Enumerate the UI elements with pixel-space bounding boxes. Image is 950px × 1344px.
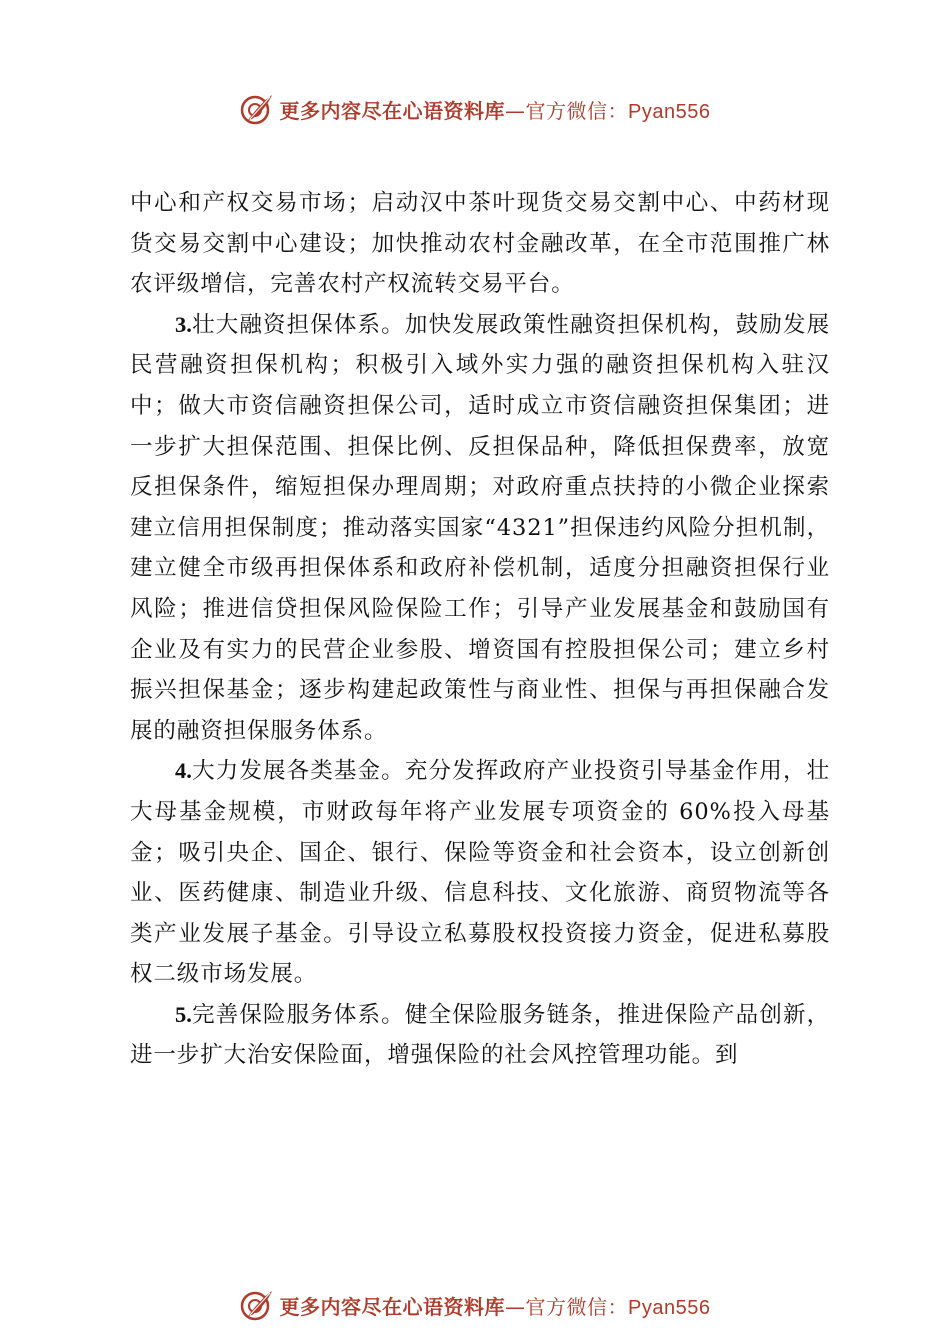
quill-logo-icon (240, 1288, 274, 1322)
item-number: 3. (175, 311, 192, 337)
header-watermark-text (280, 95, 711, 124)
item-number: 4. (175, 758, 192, 784)
paragraph-text: 壮大融资担保体系。加快发展政策性融资担保机构，鼓励发展民营融资担保机构；积极引入域外实力强的融资担保机构入驻汉中；做大市资信融资担保公司，适时成立市资信融资担保集团；进一步扩大担保范围、担保比例、反担保品种，降低担保费率，放宽反担保条件，缩短担保办理周期；对政府重点扶持的小微企业探索建立信用担保制度；推动落实国家“4321”担保违约风险分担机制，建立健全市级再担保体系和政府补偿机制，适度分担融资担保行业风险；推进信贷担保风险保险工作；引导产业发展基金和鼓励国有企业及有实力的民营企业参股、增资国有控股担保公司；建立乡村振兴担保基金；逐步构建起政策性与商业性、担保与再担保融合发展的融资担保服务体系。 (130, 311, 830, 744)
item-number: 5. (175, 1001, 192, 1027)
paragraph-text: 完善保险服务体系。健全保险服务链条，推进保险产品创新，进一步扩大治安保险面，增强保险的社会风控管理功能。到 (130, 1001, 830, 1069)
paragraph-item-3 (130, 305, 830, 752)
header-dash: — (505, 98, 526, 123)
header-handle: Pyan556 (628, 100, 711, 123)
footer-handle: Pyan556 (628, 1296, 711, 1319)
paragraph-text: 中心和产权交易市场；启动汉中茶叶现货交易交割中心、中药材现货交易交割中心建设；加快推动农村金融改革，在全市范围推广林农评级增信，完善农村产权流转交易平台。 (130, 190, 830, 298)
footer-dash: — (505, 1294, 526, 1319)
footer-label: 官方微信： (525, 1294, 629, 1319)
quill-logo-icon (240, 92, 274, 126)
header-main-text: 更多内容尽在心语资料库 (279, 98, 506, 123)
header-label: 官方微信： (525, 98, 629, 123)
footer-watermark-text (280, 1291, 711, 1320)
document-body (130, 183, 830, 1076)
paragraph-item-4 (130, 751, 830, 995)
footer-main-text: 更多内容尽在心语资料库 (279, 1294, 506, 1319)
header-watermark (0, 92, 950, 126)
paragraph-continuation (130, 183, 830, 305)
paragraph-item-5 (130, 995, 830, 1076)
footer-watermark (0, 1288, 950, 1322)
paragraph-text: 大力发展各类基金。充分发挥政府产业投资引导基金作用，壮大母基金规模，市财政每年将产业发展专项资金的 60%投入母基金；吸引央企、国企、银行、保险等资金和社会资本，设立创新创业、医药健康、制造业升级、信息科技、文化旅游、商贸物流等各类产业发展子基金。引导设立私募股权投资接力资金，促进私募股权二级市场发展。 (130, 758, 830, 988)
